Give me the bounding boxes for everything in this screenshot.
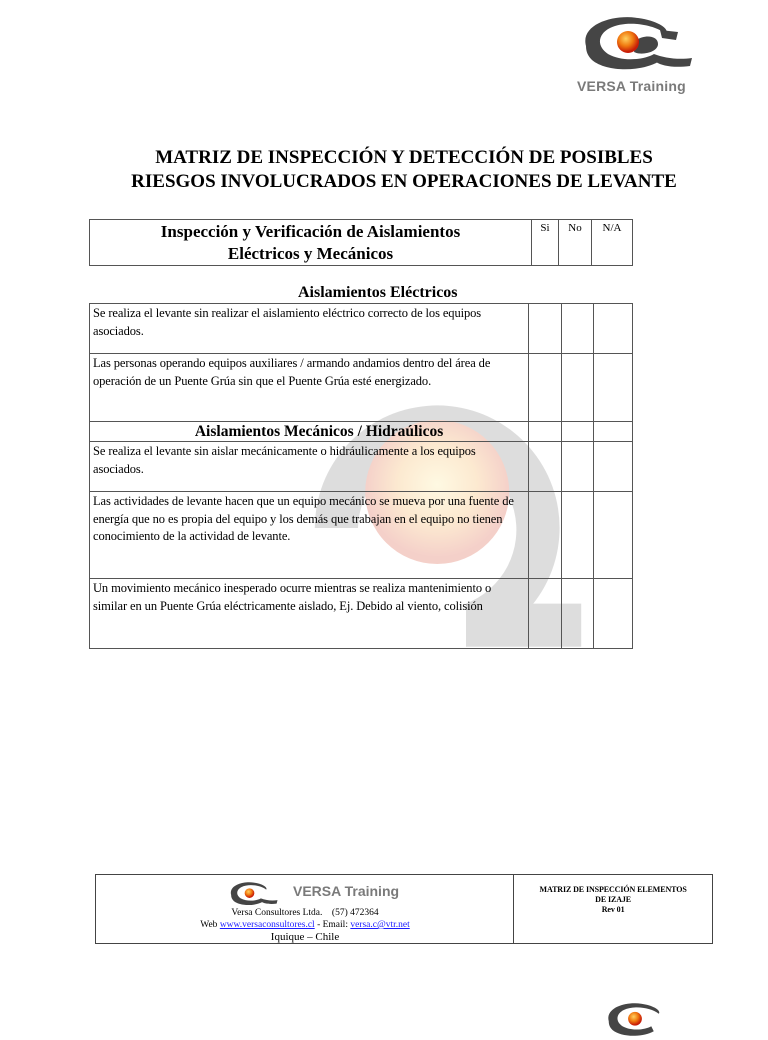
checklist-row — [90, 492, 633, 579]
checklist-item-text: Se realiza el levante sin aislar mecánicamente o hidráulicamente a los equipos asociados. — [90, 442, 529, 492]
check-si-cell[interactable] — [529, 354, 562, 422]
check-no-cell[interactable] — [561, 304, 594, 354]
check-no-cell[interactable] — [561, 354, 594, 422]
checklist-row — [90, 579, 633, 649]
header-brand-text: VERSA Training — [577, 78, 686, 94]
footer-doc-id-cell — [514, 875, 713, 944]
title-line-2: RIESGOS INVOLUCRADOS EN OPERACIONES DE LEVANTE — [131, 171, 677, 192]
footer-web-label: Web — [200, 920, 218, 930]
section-title-mechanical: Aislamientos Mecánicos / Hidraúlicos — [90, 422, 529, 442]
check-si-cell[interactable] — [529, 579, 562, 649]
check-na-cell[interactable] — [594, 304, 633, 354]
footer-city: Iquique – Chile — [270, 931, 340, 943]
checklist-item-text: Se realiza el levante sin realizar el aislamiento eléctrico correcto de los equipos asociados. — [90, 304, 529, 354]
check-na-cell[interactable] — [594, 579, 633, 649]
footer-doc-line-3: Rev 01 — [601, 905, 625, 914]
footer-email-label: - Email — [317, 920, 346, 930]
section-spacer-cell — [561, 422, 594, 442]
footer-phone: (57) 472364 — [331, 908, 379, 918]
section-spacer-cell — [594, 422, 633, 442]
check-si-cell[interactable] — [529, 442, 562, 492]
checklist-row — [90, 304, 633, 354]
inspection-checklist-table — [89, 303, 633, 649]
checklist-row — [90, 442, 633, 492]
footer-company-cell — [96, 875, 514, 944]
section-spacer-cell — [529, 422, 562, 442]
next-page-logo-icon — [585, 1000, 695, 1040]
section-row-mechanical — [90, 422, 633, 442]
inspection-header-title — [90, 220, 532, 266]
footer-email-link[interactable]: versa.c@vtr.net — [350, 920, 410, 930]
header-title-line-1: Inspección y Verificación de Aislamientos — [160, 222, 461, 241]
versa-logo-icon — [574, 12, 698, 76]
check-no-cell[interactable] — [561, 442, 594, 492]
check-no-cell[interactable] — [561, 579, 594, 649]
footer-brand-text: VERSA Training — [293, 883, 400, 899]
footer-doc-line-2: DE IZAJE — [595, 895, 632, 904]
inspection-header-table — [89, 219, 633, 266]
column-no-header: No — [559, 220, 592, 266]
title-line-1: MATRIZ DE INSPECCIÓN Y DETECCIÓN DE POSIBLES — [155, 147, 653, 168]
check-na-cell[interactable] — [594, 442, 633, 492]
checklist-row — [90, 354, 633, 422]
footer-doc-line-1: MATRIZ DE INSPECCIÓN ELEMENTOS — [539, 885, 687, 894]
header-title-line-2: Eléctricos y Mecánicos — [227, 244, 394, 263]
check-na-cell[interactable] — [594, 492, 633, 579]
check-si-cell[interactable] — [529, 304, 562, 354]
check-si-cell[interactable] — [529, 492, 562, 579]
column-na-header: N/A — [592, 220, 633, 266]
page-footer — [95, 874, 713, 944]
document-title — [60, 146, 748, 194]
column-si-header: Si — [532, 220, 559, 266]
footer-company-name: Versa Consultores Ltda. — [231, 908, 323, 918]
check-na-cell[interactable] — [594, 354, 633, 422]
check-no-cell[interactable] — [561, 492, 594, 579]
checklist-item-text: Las actividades de levante hacen que un equipo mecánico se mueva por una fuente de energía que no es propia del equipo y los demás que trabajan en el equipo no tienen conocimiento de la actividad de levante. — [90, 492, 529, 579]
footer-web-line: Web www.versaconsultores.cl - Email: versa.c@vtr.net — [200, 920, 410, 930]
footer-web-link[interactable]: www.versaconsultores.cl — [219, 920, 315, 930]
footer-contact-line — [96, 908, 514, 918]
section-title-electrical: Aislamientos Eléctricos — [298, 284, 458, 301]
checklist-item-text: Un movimiento mecánico inesperado ocurre mientras se realiza mantenimiento o similar en un Puente Grúa eléctricamente aislado, Ej. Debido al viento, colisión — [90, 579, 529, 649]
versa-logo-icon — [222, 880, 284, 908]
checklist-item-text: Las personas operando equipos auxiliares / armando andamios dentro del área de operación de un Puente Grúa sin que el Puente Grúa esté energizado. — [90, 354, 529, 422]
